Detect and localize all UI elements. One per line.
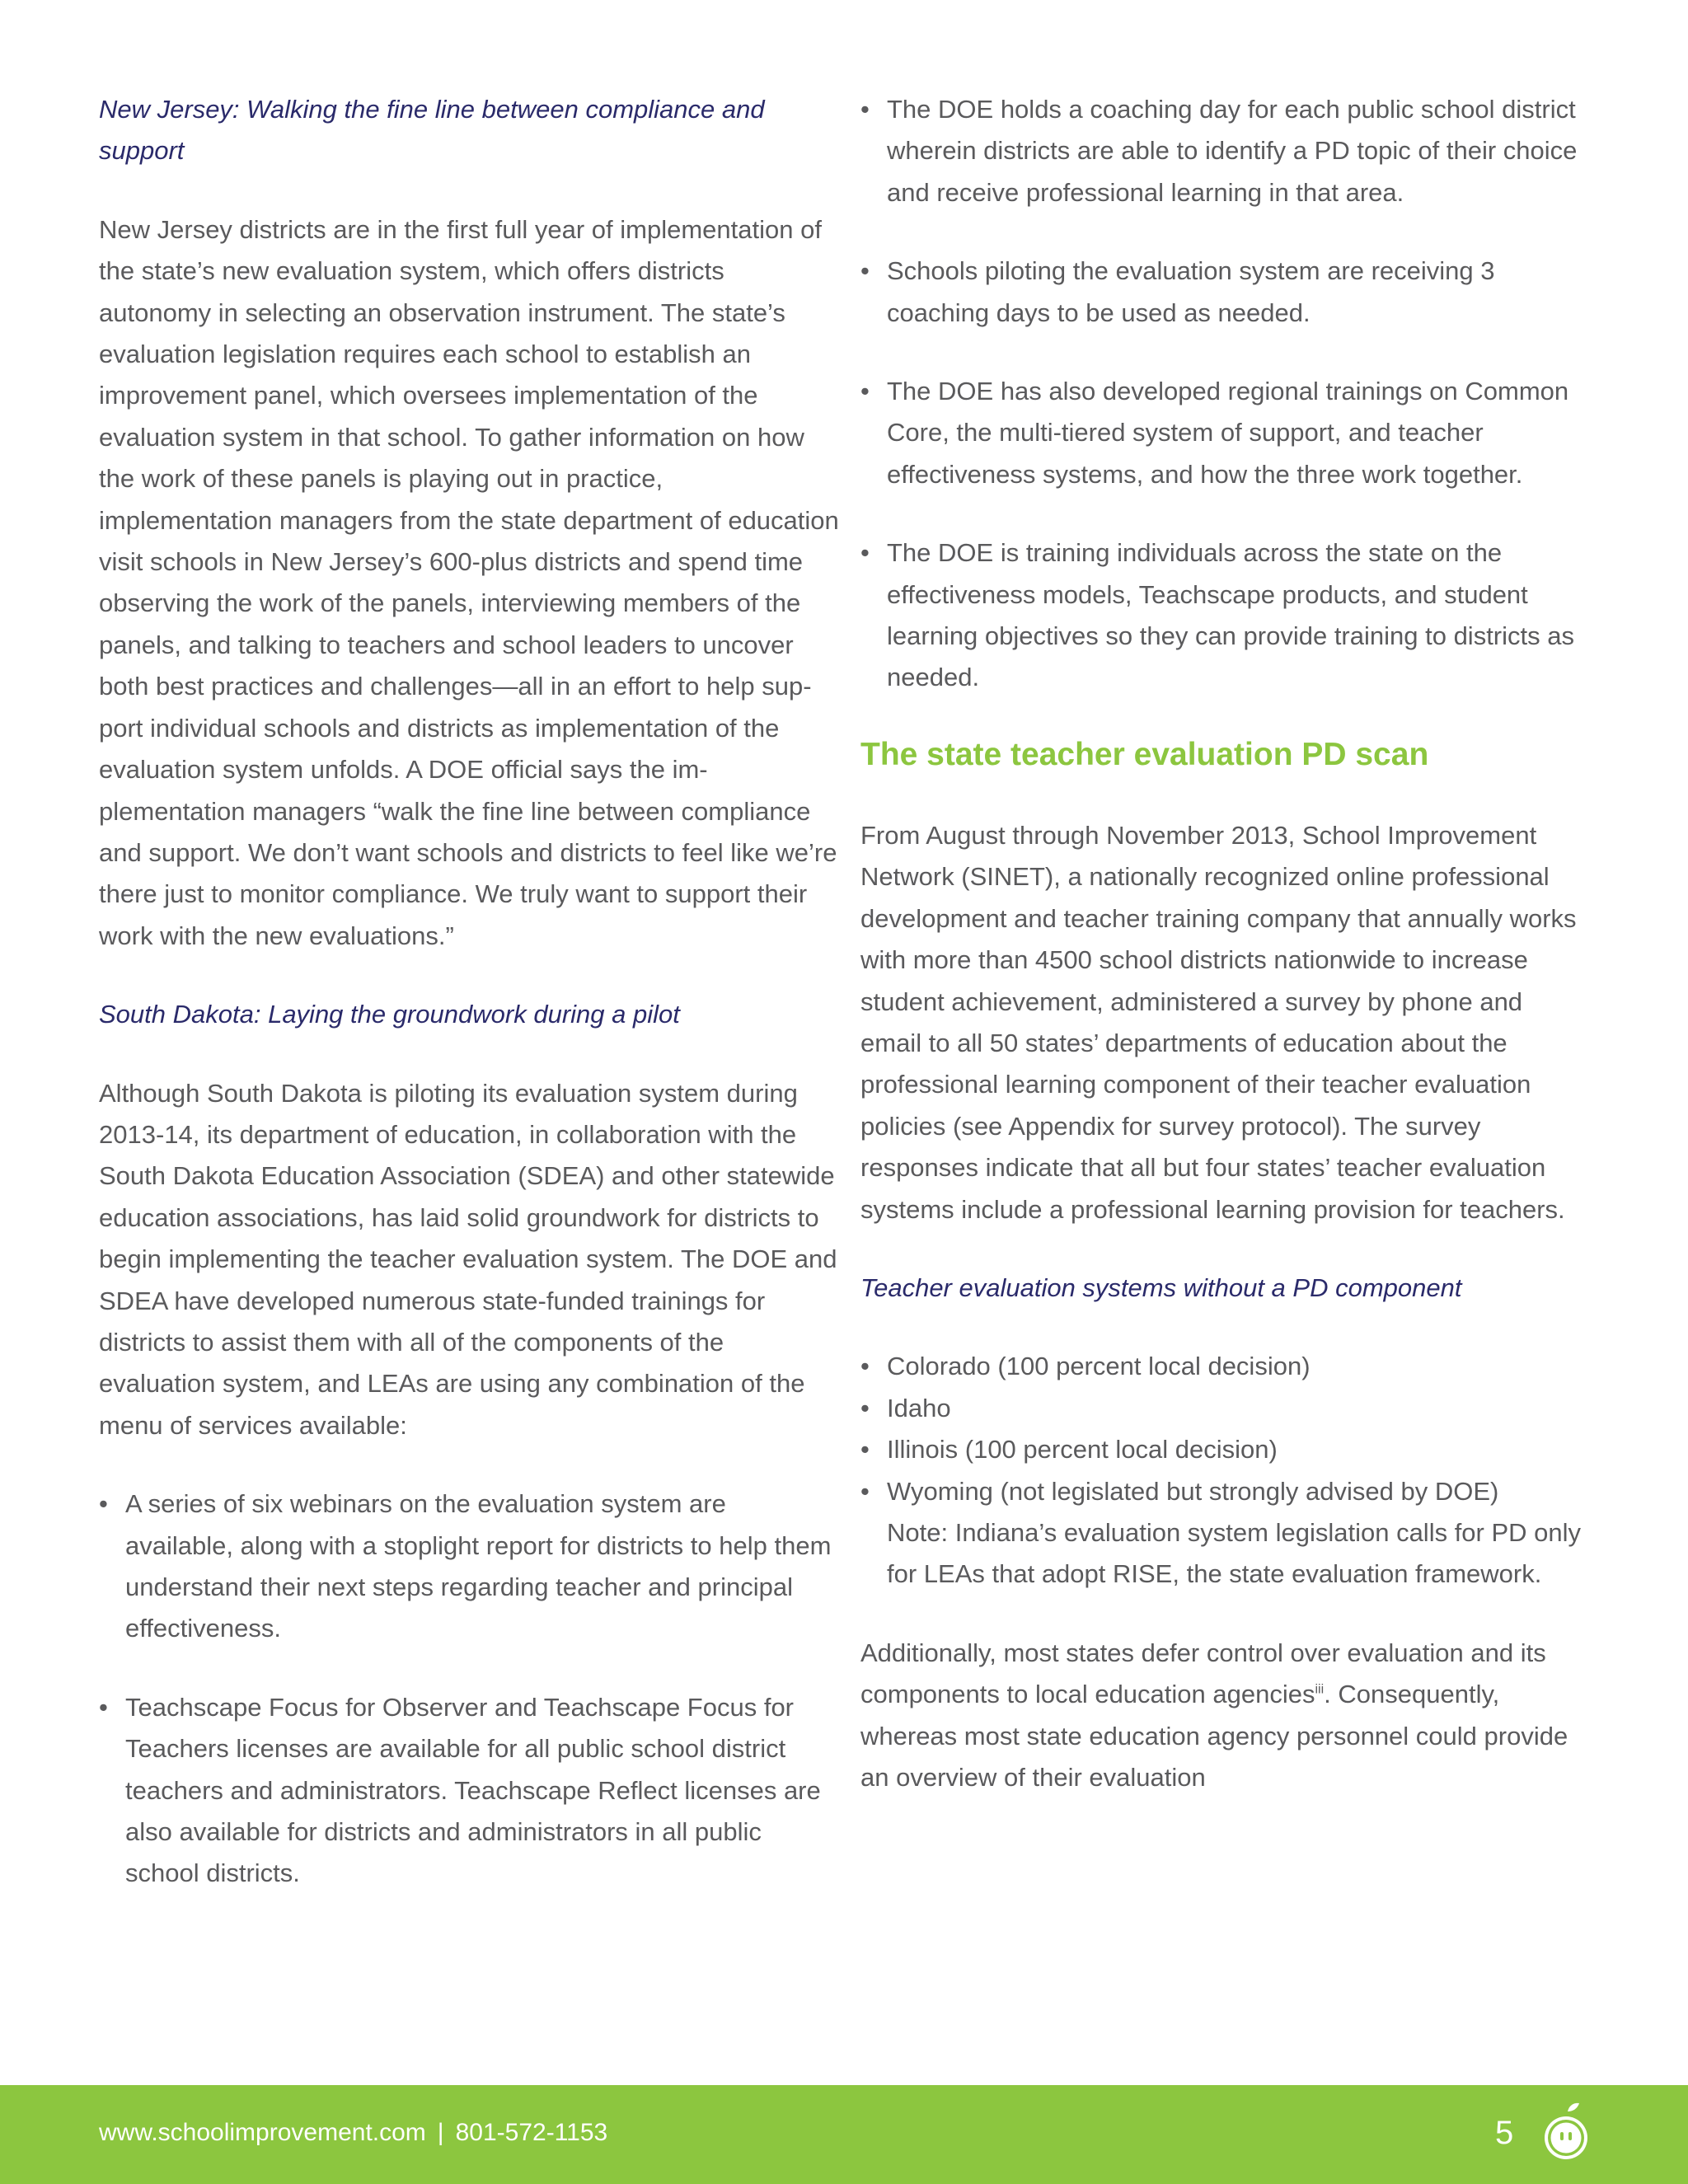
south-dakota-services-list <box>99 1483 841 1895</box>
website-link[interactable]: www.schoolimprovement.com <box>99 2119 426 2146</box>
list-item: • Schools piloting the evaluation system are receiving 3 coaching days to be used as needed. <box>860 251 1589 334</box>
new-jersey-paragraph: New Jersey districts are in the first full year of implementation of the state’s new evaluation system, which offers districts autonomy in selecting an observation instrument. The state’s evaluation legislation requires each school to establish an improvement panel, which oversees implementation of the evaluation system in that school. To gather information on how the work of these panels is playing out in practice, implementation managers from the state department of education visit schools in New Jersey’s 600-plus districts and spend time observing the work of the panels, interviewing members of the panels, and talking to teachers and school leaders to uncover both best practices and challenges—all in an effort to help support individual schools and districts as implementation of the evaluation system unfolds. A DOE official says the implementation managers “walk the fine line between compliance and support. We don’t want schools and districts to feel like we’re there just to monitor compliance. We truly want to support their work with the new evaluations.” <box>99 214 839 950</box>
left-column <box>99 89 841 1932</box>
footer-contact <box>99 2116 607 2149</box>
doe-support-list <box>860 89 1589 699</box>
south-dakota-paragraph: Although South Dakota is piloting its evaluation system during 2013-14, its department of education, in collaboration with the South Dakota Education Association (SDEA) and other statewide education associations, has laid solid groundwork for districts to begin implementing the teacher evaluation system. The DOE and SDEA have developed numerous state-funded trainings for districts to assist them with all of the components of the evaluation system, and LEAs are using any combination of the menu of services available: <box>99 1078 837 1440</box>
list-item: • Illinois (100 percent local decision) <box>860 1429 1589 1470</box>
indiana-note: Note: Indiana’s evaluation system legislation calls for PD only for LEAs that adopt RISE, the state evaluation framework. <box>887 1517 1582 1589</box>
footer-separator: | <box>437 2119 444 2146</box>
list-item: • The DOE holds a coaching day for each public school district wherein districts are able to identify a PD topic of their choice and receive professional learning in that area. <box>860 89 1589 213</box>
phone-number: 801-572-1153 <box>455 2119 608 2146</box>
states-without-pd-list <box>860 1346 1589 1595</box>
no-pd-subheading: Teacher evaluation systems without a PD component <box>860 1272 1462 1302</box>
footnote-marker[interactable]: iii <box>1315 1682 1325 1697</box>
list-item: • Idaho <box>860 1388 1589 1429</box>
footer-bar <box>0 2085 1688 2184</box>
list-item: • A series of six webinars on the evaluation system are available, along with a stoplight report for districts to help them understand their next steps regarding teacher and principal effectiveness. <box>99 1483 841 1650</box>
pd-scan-paragraph: From August through November 2013, School Improvement Network (SINET), a nationally recognized online professional development and teacher training company that annually works with more than 4500 school districts nationwide to increase student achievement, administered a survey by phone and email to all 50 states’ departments of education about the professional learning component of their teacher evaluation policies (see Appendix for survey protocol). The survey responses indicate that all but four states’ teacher evaluation systems include a professional learning provision for teachers. <box>860 820 1577 1224</box>
list-item: • The DOE is training individuals across the state on the effectiveness models, Teachscape products, and student learning objectives so they can provide training to districts as needed. <box>860 532 1589 699</box>
list-item <box>860 1471 1589 1596</box>
new-jersey-subheading: New Jersey: Walking the fine line between compliance and support <box>99 95 765 166</box>
final-paragraph <box>860 1633 1589 1799</box>
final-paragraph-text-start: Additionally, most states defer control over evaluation and its components to local education agencies <box>860 1638 1546 1709</box>
wyoming-text: Wyoming (not legislated but strongly advised by DOE) <box>887 1476 1499 1506</box>
final-paragraph-text-end: . Consequently, whereas most state education agency personnel could provide an overview of their evaluation <box>860 1680 1568 1792</box>
section-heading-pd-scan: The state teacher evaluation PD scan <box>860 736 1429 772</box>
page-number: 5 <box>1495 2115 1514 2151</box>
list-item: • The DOE has also developed regional trainings on Common Core, the multi-tiered system of support, and teacher effectiveness systems, and how the three work together. <box>860 371 1589 495</box>
right-column <box>860 89 1589 1835</box>
list-item: • Teachscape Focus for Observer and Teachscape Focus for Teachers licenses are available for all public school district teachers and administrators. Teachscape Reflect licenses are also available for districts and administrators in all public school districts. <box>99 1687 841 1895</box>
apple-face-icon <box>1540 2100 1592 2166</box>
south-dakota-subheading: South Dakota: Laying the groundwork during a pilot <box>99 1000 680 1029</box>
list-item: • Colorado (100 percent local decision) <box>860 1346 1589 1387</box>
